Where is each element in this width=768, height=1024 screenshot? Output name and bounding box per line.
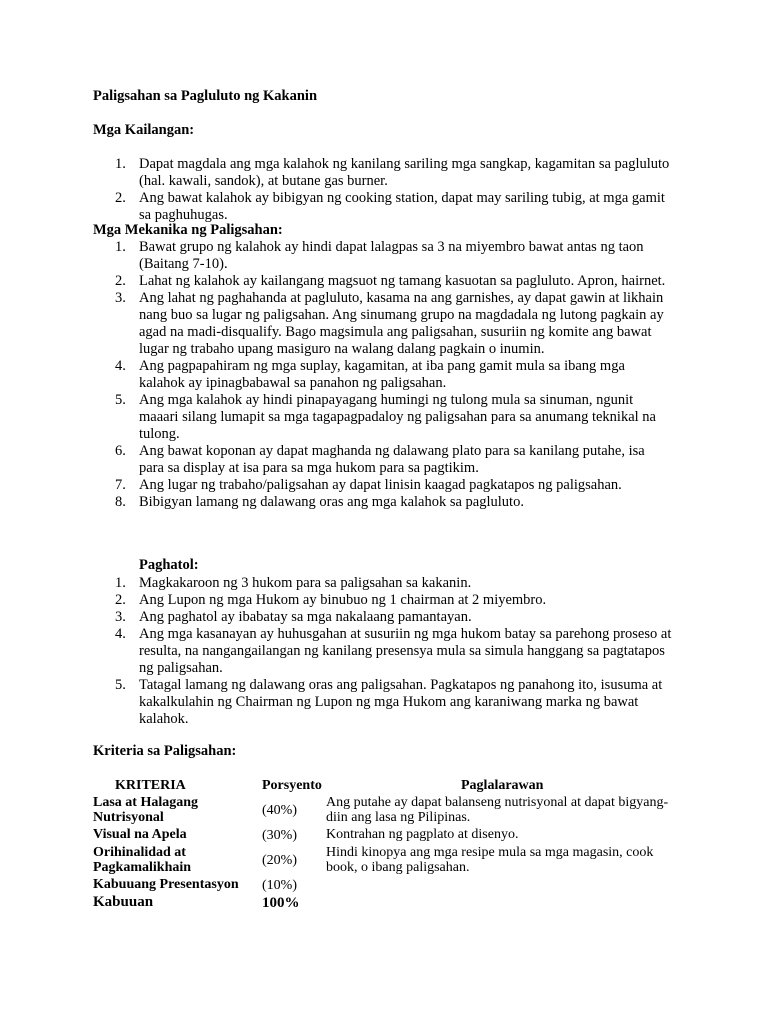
judging-list	[93, 575, 673, 728]
column-header-paglalarawan: Paglalarawan	[461, 778, 544, 793]
criteria-heading: Kriteria sa Paligsahan:	[93, 743, 237, 759]
list-item: 3. Ang lahat ng paghahanda at pagluluto, kasama na ang garnishes, ay dapat gawin at likhain nang buo sa lugar ng paligsahan. Ang sinumang grupo na magdadala ng lutong pagkain ay agad na madi-disqualify. Bago magsimula ang paligsahan, susuriin ng komite ang bawat lugar ng trabaho upang masiguro na walang dalang pagkain o inumin.	[115, 290, 664, 357]
list-item: 2. Lahat ng kalahok ay kailangang magsuot ng tamang kasuotan sa pagluluto. Apron, hairnet.	[115, 273, 666, 289]
criteria-name: Lasa at Halagang Nutrisyonal	[93, 795, 199, 825]
criteria-name: Kabuuang Presentasyon	[93, 877, 239, 892]
criteria-name: Orihinalidad at Pagkamalikhain	[93, 845, 192, 875]
list-item: 5. Ang mga kalahok ay hindi pinapayagang humingi ng tulong mula sa sinuman, ngunit maaari silang lumapit sa mga tagapagpadaloy ng paligsahan para sa anumang teknikal na tulong.	[115, 392, 656, 442]
judging-heading: Paghatol:	[139, 557, 199, 573]
criteria-percent: (40%)	[262, 803, 297, 818]
criteria-name: Visual na Apela	[93, 827, 187, 842]
mechanics-heading: Mga Mekanika ng Paligsahan:	[93, 222, 283, 238]
criteria-percent: (30%)	[262, 828, 297, 843]
criteria-description: Kontrahan ng pagplato at disenyo.	[326, 827, 519, 842]
list-item: 1. Magkakaroon ng 3 hukom para sa paligsahan sa kakanin.	[115, 575, 472, 591]
list-item: 2. Ang bawat kalahok ay bibigyan ng cooking station, dapat may sariling tubig, at mga gamit sa paghuhugas.	[115, 190, 665, 223]
column-header-kriteria: KRITERIA	[115, 778, 186, 793]
total-label: Kabuuan	[93, 894, 154, 910]
list-item: 5. Tatagal lamang ng dalawang oras ang paligsahan. Pagkatapos ng panahong ito, isusuma at kakalkulahin ng Chairman ng Lupon ng mga Hukom ang karaniwang marka ng bawat kalahok.	[115, 677, 663, 727]
list-item: 1. Dapat magdala ang mga kalahok ng kanilang sariling mga sangkap, kagamitan sa pagluluto (hal. kawali, sandok), at butane gas burner.	[115, 156, 670, 189]
criteria-description: Ang putahe ay dapat balanseng nutrisyonal at dapat bigyang-diin ang lasa ng Pilipinas.	[326, 795, 669, 825]
list-item: 7. Ang lugar ng trabaho/paligsahan ay dapat linisin kaagad pagkatapos ng paligsahan.	[115, 477, 622, 493]
requirements-heading: Mga Kailangan:	[93, 122, 195, 138]
list-item: 4. Ang pagpapahiram ng mga suplay, kagamitan, at iba pang gamit mula sa ibang mga kalahok ay ipinagbabawal sa panahon ng paligsahan.	[115, 358, 625, 391]
list-item: 8. Bibigyan lamang ng dalawang oras ang mga kalahok sa pagluluto.	[115, 494, 524, 510]
criteria-percent: (20%)	[262, 853, 297, 868]
criteria-percent: (10%)	[262, 878, 297, 893]
column-header-porsyento: Porsyento	[262, 778, 322, 793]
document-title: Paligsahan sa Pagluluto ng Kakanin	[93, 88, 318, 104]
list-item: 4. Ang mga kasanayan ay huhusgahan at susuriin ng mga hukom batay sa parehong proseso at resulta, na nangangailangan ng kanilang presensya mula sa simula hanggang sa pagtatapos ng paligsahan.	[115, 626, 672, 676]
list-item: 2. Ang Lupon ng mga Hukom ay binubuo ng 1 chairman at 2 miyembro.	[115, 592, 547, 608]
list-item: 6. Ang bawat koponan ay dapat maghanda ng dalawang plato para sa kanilang putahe, isa para sa display at isa para sa mga hukom para sa pagtikim.	[115, 443, 645, 476]
requirements-list	[93, 156, 673, 224]
total-percent: 100%	[262, 895, 300, 911]
criteria-description: Hindi kinopya ang mga resipe mula sa mga magasin, cook book, o ibang paligsahan.	[326, 845, 654, 875]
list-item: 1. Bawat grupo ng kalahok ay hindi dapat lalagpas sa 3 na miyembro bawat antas ng taon (Baitang 7-10).	[115, 239, 644, 272]
mechanics-list	[93, 239, 673, 511]
list-item: 3. Ang paghatol ay ibabatay sa mga nakalaang pamantayan.	[115, 609, 472, 625]
